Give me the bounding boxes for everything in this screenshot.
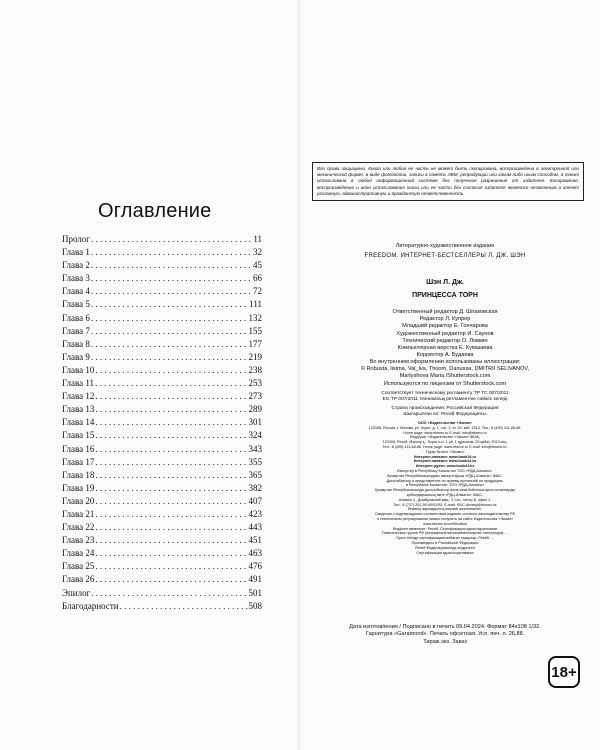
credit-line: Компьютерная верстка Е. Кумшаева [397, 345, 493, 352]
toc-leader-dots [91, 338, 248, 350]
toc-entry-label: Глава 12 [62, 391, 95, 402]
country-of-origin [310, 406, 580, 418]
toc-entry-label: Пролог [62, 234, 91, 244]
publisher-line: Произведено в Российской Федерации [411, 540, 479, 545]
publisher-line: Тел.: 8 (727) 251-59-90/91/92; E-mail: RDC-Almaty@eksmo.kz [393, 502, 497, 507]
toc-entry [62, 469, 262, 482]
toc-entry [62, 495, 262, 508]
toc-leader-dots [95, 364, 247, 376]
toc-entry [62, 482, 262, 495]
publisher-line: Алматы қ., Домбровский көш., 3 «а», литер Б, офис 1. [398, 497, 492, 502]
editorial-credits [310, 309, 580, 359]
toc-entry [62, 403, 262, 416]
toc-entry-label: Благодарности [62, 600, 119, 611]
publisher-line: Қазақстан Республикасында дистрибьютор және өнім бойынша арыз-талаптарды [374, 488, 516, 493]
toc-entry [62, 285, 262, 298]
toc-entry-label: Глава 13 [62, 404, 95, 415]
publisher-line: Интернет-дүкен: www.book24.kz [415, 464, 475, 469]
publisher-line: Интернет-магазин: www.book24.kz [413, 459, 477, 464]
publisher-line: қабылдаушының өкілі «РДЦ-Алматы» ЖШС, [406, 492, 484, 497]
publisher-info [310, 421, 580, 555]
toc-entry [62, 508, 262, 521]
toc-entry-label: Глава 8 [62, 338, 90, 349]
toc-entry-page: 45 [253, 260, 262, 271]
toc-entry-page: 132 [248, 312, 262, 323]
publisher-line: ООО «Издательство «Эксмо» [418, 421, 472, 425]
toc-entry-label: Глава 14 [62, 417, 95, 428]
toc-entry-page: 463 [248, 548, 262, 559]
toc-entry-page: 443 [248, 522, 262, 533]
toc-leader-dots [91, 246, 252, 258]
toc-entry-label: Глава 25 [62, 561, 95, 572]
toc-entry [62, 587, 262, 600]
illustration-line: Используются по лицензии от Shutterstock.com [383, 380, 507, 387]
publisher-line: Өндірген мемлекет: Ресей. Сертификация қарастырылмаған [392, 526, 498, 531]
toc-entry [62, 573, 262, 586]
regulation-line: Соответствует техническому регламенту ТР ТС 007/2011 [381, 391, 509, 396]
print-details [310, 624, 580, 646]
toc-entry [62, 377, 262, 390]
print-detail-line: Гарнитура «Garamond». Печать офсетная. Усл. печ. л. 26,88. [365, 631, 525, 638]
credit-line: Ответственный редактор Д. Шпаковская [392, 309, 498, 315]
copyright-notice: Все права защищены. Книга или любая ее часть не может быть скопирована, воспроизведена в электронной или механической форме, в виде фотокопии, записи в память ЭВМ, репродукции или каким-либо иным способом, а также использована в любой информационной системе без получения разрешения от издателя. Копирование, воспроизведение и иное использование книги или ее части без согласия издателя является незаконным и влечет уголовную, административную и гражданскую ответственность. [312, 162, 584, 201]
toc-entry-page: 177 [248, 338, 262, 349]
toc-entry [62, 429, 262, 442]
toc-entry [62, 233, 262, 246]
toc-entry-page: 11 [253, 234, 262, 244]
toc-leader-dots [91, 272, 252, 284]
toc-entry [62, 534, 262, 547]
publisher-line: Ресей Федерациясында өндірілген [415, 545, 475, 550]
toc-entry [62, 521, 262, 534]
toc-leader-dots [91, 351, 248, 363]
genre-label: Литературно-художественное издание [395, 243, 495, 249]
publisher-line: 123308, Россия, г. Москва, ул. Зорге, д. 1, стр. 1, эт. 20, каб. 2013. Тел.: 8 (495) 411-68-86. [368, 425, 522, 430]
toc-entry-page: 72 [253, 286, 262, 297]
toc-entry [62, 364, 262, 377]
credit-line: Художественный редактор И. Саунов [396, 330, 494, 337]
toc-leader-dots [95, 377, 247, 389]
credit-line: Корректор А. Будаева [416, 352, 474, 359]
illustration-credits [310, 359, 580, 388]
publisher-line: о техническом регулировании можно получить на сайте Издательства «Эксмо» [376, 516, 514, 521]
credit-line: Технический редактор О. Ловкин [402, 337, 488, 344]
toc-entry-page: 289 [248, 404, 262, 415]
toc-entry-page: 273 [248, 391, 262, 402]
toc-leader-dots [95, 403, 247, 415]
toc-entry-label: Глава 22 [62, 522, 95, 533]
toc-entry-page: 508 [248, 600, 262, 611]
publisher-line: Өнімнің жарамдылық мерзімі шектелмеген. [407, 507, 483, 512]
regulation-line: ЕО ТР 007/2011 техникалық регламентіне сәйкес келеді [382, 397, 508, 402]
publisher-line: в Республике Казахстан: ТОО «РДЦ-Алматы» [405, 483, 485, 488]
toc-entry-page: 111 [249, 299, 262, 310]
author-name: Шэн Л. Дж. [426, 279, 464, 286]
toc-entry-page: 301 [248, 417, 262, 428]
toc-entry-label: Глава 23 [62, 535, 95, 546]
series-name: FREEDOM. ИНТЕРНЕТ-БЕСТСЕЛЛЕРЫ Л. ДЖ. ШЭН [364, 253, 526, 259]
toc-entry-label: Глава 17 [62, 456, 95, 467]
toc-entry [62, 338, 262, 351]
toc-entry-label: Глава 10 [62, 364, 95, 375]
toc-entry [62, 351, 262, 364]
publisher-line: Өндіруші: «Издательство «Эксмо» ЖШҚ, [410, 435, 480, 440]
toc-leader-dots [91, 312, 248, 324]
toc-leader-dots [95, 495, 247, 507]
toc-entry-label: Глава 2 [62, 260, 90, 271]
toc-leader-dots [95, 456, 247, 468]
toc-leader-dots [91, 325, 248, 337]
toc-leader-dots [95, 560, 247, 572]
regulation-info [310, 391, 580, 403]
illustration-line: Martyshova Maria /Shutterstock.com [399, 373, 491, 380]
toc-leader-dots [95, 521, 247, 533]
toc-entry-label: Глава 18 [62, 469, 95, 480]
toc-leader-dots [95, 482, 247, 494]
toc-entry [62, 547, 262, 560]
toc-leader-dots [95, 469, 247, 481]
toc-leader-dots [91, 233, 252, 245]
publisher-line: Дистрибьютор и представитель по приему претензий на продукцию, [386, 478, 504, 483]
publisher-line: Home page: www.eksmo.ru E-mail: info@eksmo.ru [403, 430, 487, 435]
toc-entry-page: 355 [248, 456, 262, 467]
print-detail-line: Дата изготовления / Подписано в печать 09.04.2024. Формат 84x108 1/32. [349, 624, 541, 630]
illustration-line: © Robusta, lisima, Val_lva, Thoom, Danussa, DMITRII SELIVANOV, [360, 366, 530, 373]
toc-entry-page: 451 [248, 535, 262, 546]
toc-entry-label: Глава 16 [62, 443, 95, 454]
toc-leader-dots [95, 547, 247, 559]
toc-entry-label: Глава 5 [62, 299, 90, 310]
toc-entry-page: 219 [248, 351, 262, 362]
toc-entry [62, 272, 262, 285]
toc-leader-dots [91, 298, 248, 310]
toc-leader-dots [95, 429, 247, 441]
toc-entry-label: Глава 21 [62, 508, 95, 519]
publisher-line: Тел.: 8 (495) 411-68-86. Home page: www.eksmo.ru E-mail: info@eksmo.ru. [382, 444, 508, 449]
toc-entry-page: 343 [248, 443, 262, 454]
right-page [300, 0, 600, 750]
toc-entry-label: Глава 11 [62, 378, 95, 389]
toc-leader-dots [95, 508, 247, 520]
toc-title: Оглавление [98, 200, 212, 222]
toc-entry [62, 390, 262, 403]
toc-entry [62, 560, 262, 573]
toc-leader-dots [95, 443, 247, 455]
toc-entry-label: Глава 24 [62, 548, 95, 559]
toc-entry [62, 456, 262, 469]
toc-leader-dots [91, 285, 252, 297]
toc-entry [62, 443, 262, 456]
publisher-line: 123308, Ресей, Мәскеу қ., Зорге к-сі, 1 үй, 1 құрылым, 20 қабат, 2013 кең. [382, 440, 508, 445]
publisher-line: Орыс тілінде сертификацияланбаған тауарлар. Ресей: ... [396, 536, 494, 541]
toc-entry-page: 324 [248, 430, 262, 441]
toc-entry-page: 66 [253, 273, 262, 284]
toc-entry-label: Глава 7 [62, 325, 90, 336]
publisher-line: Қазақстан Республикасындағы импорттаушы «РДЦ-Алматы» ЖШС. [387, 473, 503, 478]
toc-entry-page: 238 [248, 364, 262, 375]
toc-entry-label: Глава 6 [62, 312, 90, 323]
toc-entry-page: 501 [248, 587, 262, 598]
toc-entry-label: Глава 19 [62, 482, 95, 493]
illustration-line: Во внутреннем оформлении использованы иллюстрации: [369, 359, 521, 365]
toc-entry [62, 298, 262, 311]
print-detail-line: Тираж экз. Заказ [423, 638, 467, 645]
toc-entry-page: 476 [248, 561, 262, 572]
toc-leader-dots [120, 600, 248, 612]
toc-entry-label: Глава 3 [62, 273, 90, 284]
toc-entry [62, 259, 262, 272]
credit-line: Редактор Л. Купрер [419, 316, 471, 323]
book-title: ПРИНЦЕССА ТОРН [412, 292, 478, 299]
toc-entry [62, 246, 262, 259]
toc-entry [62, 312, 262, 325]
toc-entry [62, 416, 262, 429]
toc-entry-page: 32 [253, 247, 262, 258]
toc-entry-label: Глава 4 [62, 286, 90, 297]
toc-leader-dots [95, 416, 247, 428]
toc-entry-page: 423 [248, 508, 262, 519]
toc-entry [62, 325, 262, 338]
toc-entry-page: 155 [248, 325, 262, 336]
toc-leader-dots [91, 259, 252, 271]
country-line: Страна происхождения: Российская Федерация [391, 406, 499, 411]
publisher-line: Импортёр в Республику Казахстан ТОО «РДЦ-Алматы». [396, 468, 494, 473]
toc-entry-page: 382 [248, 482, 262, 493]
publisher-line: Сертификация қарастырылмаған [416, 550, 474, 555]
credit-line: Младший редактор Е. Гончарова [402, 323, 488, 330]
toc-entry-page: 365 [248, 469, 262, 480]
publisher-line: Сведения о подтверждении соответствия издания согласно законодательству РФ [374, 512, 516, 517]
toc-entry-label: Глава 15 [62, 430, 95, 441]
toc-entry-label: Эпилог [62, 587, 91, 598]
toc-entry-label: Глава 26 [62, 574, 95, 585]
toc-entry [62, 600, 262, 613]
toc-entry-page: 407 [248, 495, 262, 506]
toc-leader-dots [91, 587, 247, 599]
publisher-line: www.eksmo.ru/certification [423, 521, 467, 526]
toc-leader-dots [95, 390, 247, 402]
age-rating-badge: 18+ [548, 656, 580, 688]
toc-leader-dots [95, 573, 247, 585]
toc-entry-page: 253 [248, 378, 262, 389]
publisher-line: Тауар белгісі: «Эксмо» [425, 449, 465, 454]
toc-entry-label: Глава 1 [62, 247, 90, 258]
country-line: Шығарылған ел: Ресей Федерациясы [403, 412, 487, 417]
toc-entry-label: Глава 9 [62, 351, 90, 362]
toc-entry-label: Глава 20 [62, 495, 95, 506]
toc-entry-page: 491 [248, 574, 262, 585]
publisher-line: Тематическая группа РФ (неомаргиналистика/ментальная литература): ... [381, 531, 509, 536]
publisher-line: Интернет-магазин: www.book24.ru [413, 454, 477, 459]
table-of-contents [62, 233, 262, 613]
toc-leader-dots [95, 534, 247, 546]
